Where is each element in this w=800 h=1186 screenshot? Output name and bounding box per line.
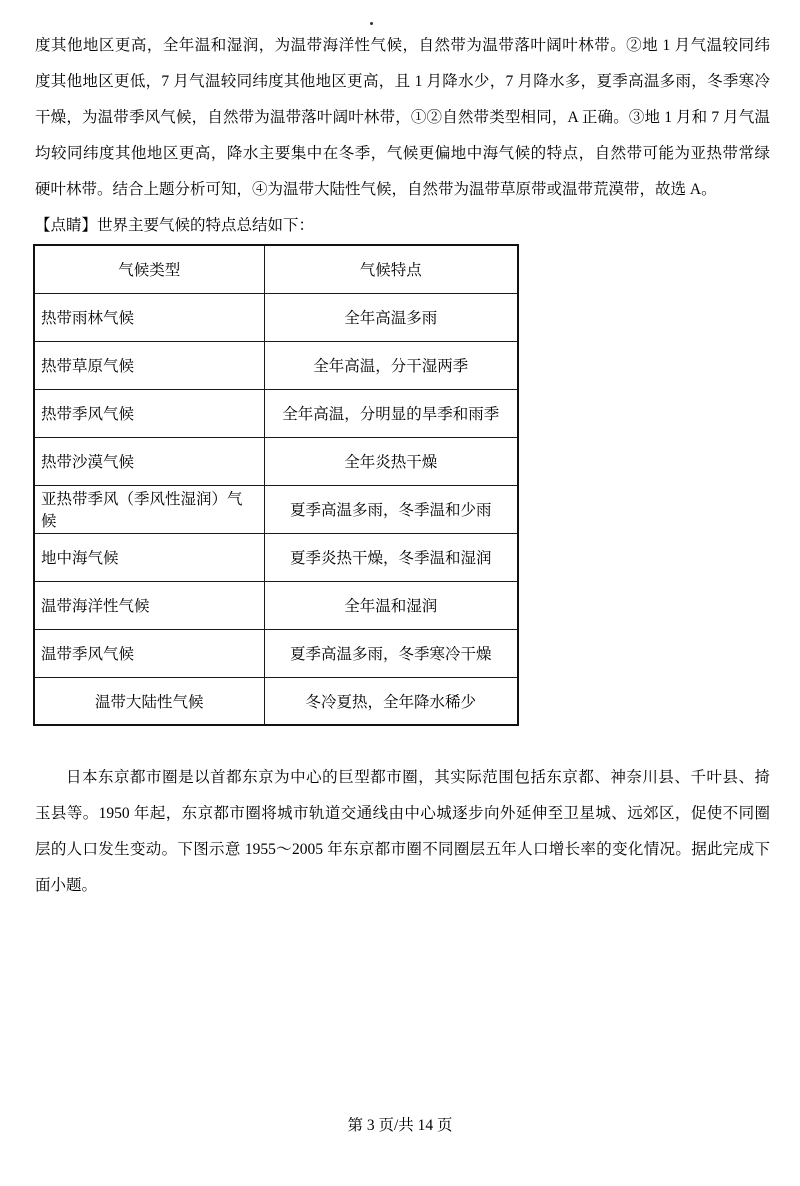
tokyo-line: 日本东京都市圈是以首都东京为中心的巨型都市圈，其实际范围包括东京都、神奈川县、千叶县、掎 [66,769,770,786]
table-row [34,677,518,725]
tokyo-line: 层的人口发生变动。下图示意 1955～2005 年东京都市圈不同圈层五年人口增长率的变化情况。据此完成下 [35,841,770,858]
analysis-line: 均较同纬度其他地区更高，降水主要集中在冬季，气候更偏地中海气候的特点，自然带可能为亚热带常绿 [35,145,770,162]
table-cell-type: 热带沙漠气候 [34,437,264,485]
table-cell-type: 温带海洋性气候 [34,581,264,629]
key-point-note: 【点睛】世界主要气候的特点总结如下： [35,217,315,234]
table-row [34,293,518,341]
table-cell-type: 地中海气候 [34,533,264,581]
table-cell-type: 温带大陆性气候 [34,677,264,725]
analysis-line: 度其他地区更低，7 月气温较同纬度其他地区更高，且 1 月降水少，7 月降水多，夏季高温多雨，冬季寒冷 [35,73,770,90]
table-cell-type: 温带季风气候 [34,629,264,677]
table-cell-feature: 夏季高温多雨，冬季寒冷干燥 [264,629,518,677]
table-cell-feature: 冬冷夏热，全年降水稀少 [264,677,518,725]
analysis-line: 干燥，为温带季风气候，自然带为温带落叶阔叶林带，①②自然带类型相同，A 正确。③地 1 月和 7 月气温 [35,109,770,126]
answer-analysis-paragraph [35,28,770,244]
table-cell-type: 亚热带季风（季风性湿润）气候 [34,485,264,533]
table-cell-feature: 全年高温，分干湿两季 [264,341,518,389]
table-cell-feature: 夏季炎热干燥，冬季温和湿润 [264,533,518,581]
table-row [34,437,518,485]
tokyo-line: 面小题。 [35,877,98,894]
table-row [34,629,518,677]
page-number-footer: 第 3 页/共 14 页 [347,1117,453,1134]
analysis-line: 度其他地区更高，全年温和湿润，为温带海洋性气候，自然带为温带落叶阔叶林带。②地 1 月气温较同纬 [35,37,770,54]
table-cell-feature: 全年高温，分明显的旱季和雨季 [264,389,518,437]
table-cell-feature: 全年温和湿润 [264,581,518,629]
table-row [34,533,518,581]
tokyo-question-paragraph [35,760,770,904]
table-header-climate-type: 气候类型 [34,245,264,293]
table-cell-feature: 全年高温多雨 [264,293,518,341]
table-row [34,389,518,437]
table-header-climate-feature: 气候特点 [264,245,518,293]
table-header-row [34,245,518,293]
table-row [34,485,518,533]
table-cell-type: 热带季风气候 [34,389,264,437]
table-row [34,341,518,389]
table-cell-feature: 全年炎热干燥 [264,437,518,485]
table-cell-feature: 夏季高温多雨，冬季温和少雨 [264,485,518,533]
tokyo-line: 玉县等。1950 年起，东京都市圈将城市轨道交通线由中心城逐步向外延伸至卫星城、远郊区，促使不同圈 [35,805,770,822]
table-cell-type: 热带草原气候 [34,341,264,389]
table-row [34,581,518,629]
analysis-line: 硬叶林带。结合上题分析可知，④为温带大陆性气候，自然带为温带草原带或温带荒漠带，故选 A。 [35,181,717,198]
scan-artifact-dot [370,22,373,25]
table-cell-type: 热带雨林气候 [34,293,264,341]
climate-table [33,244,519,726]
